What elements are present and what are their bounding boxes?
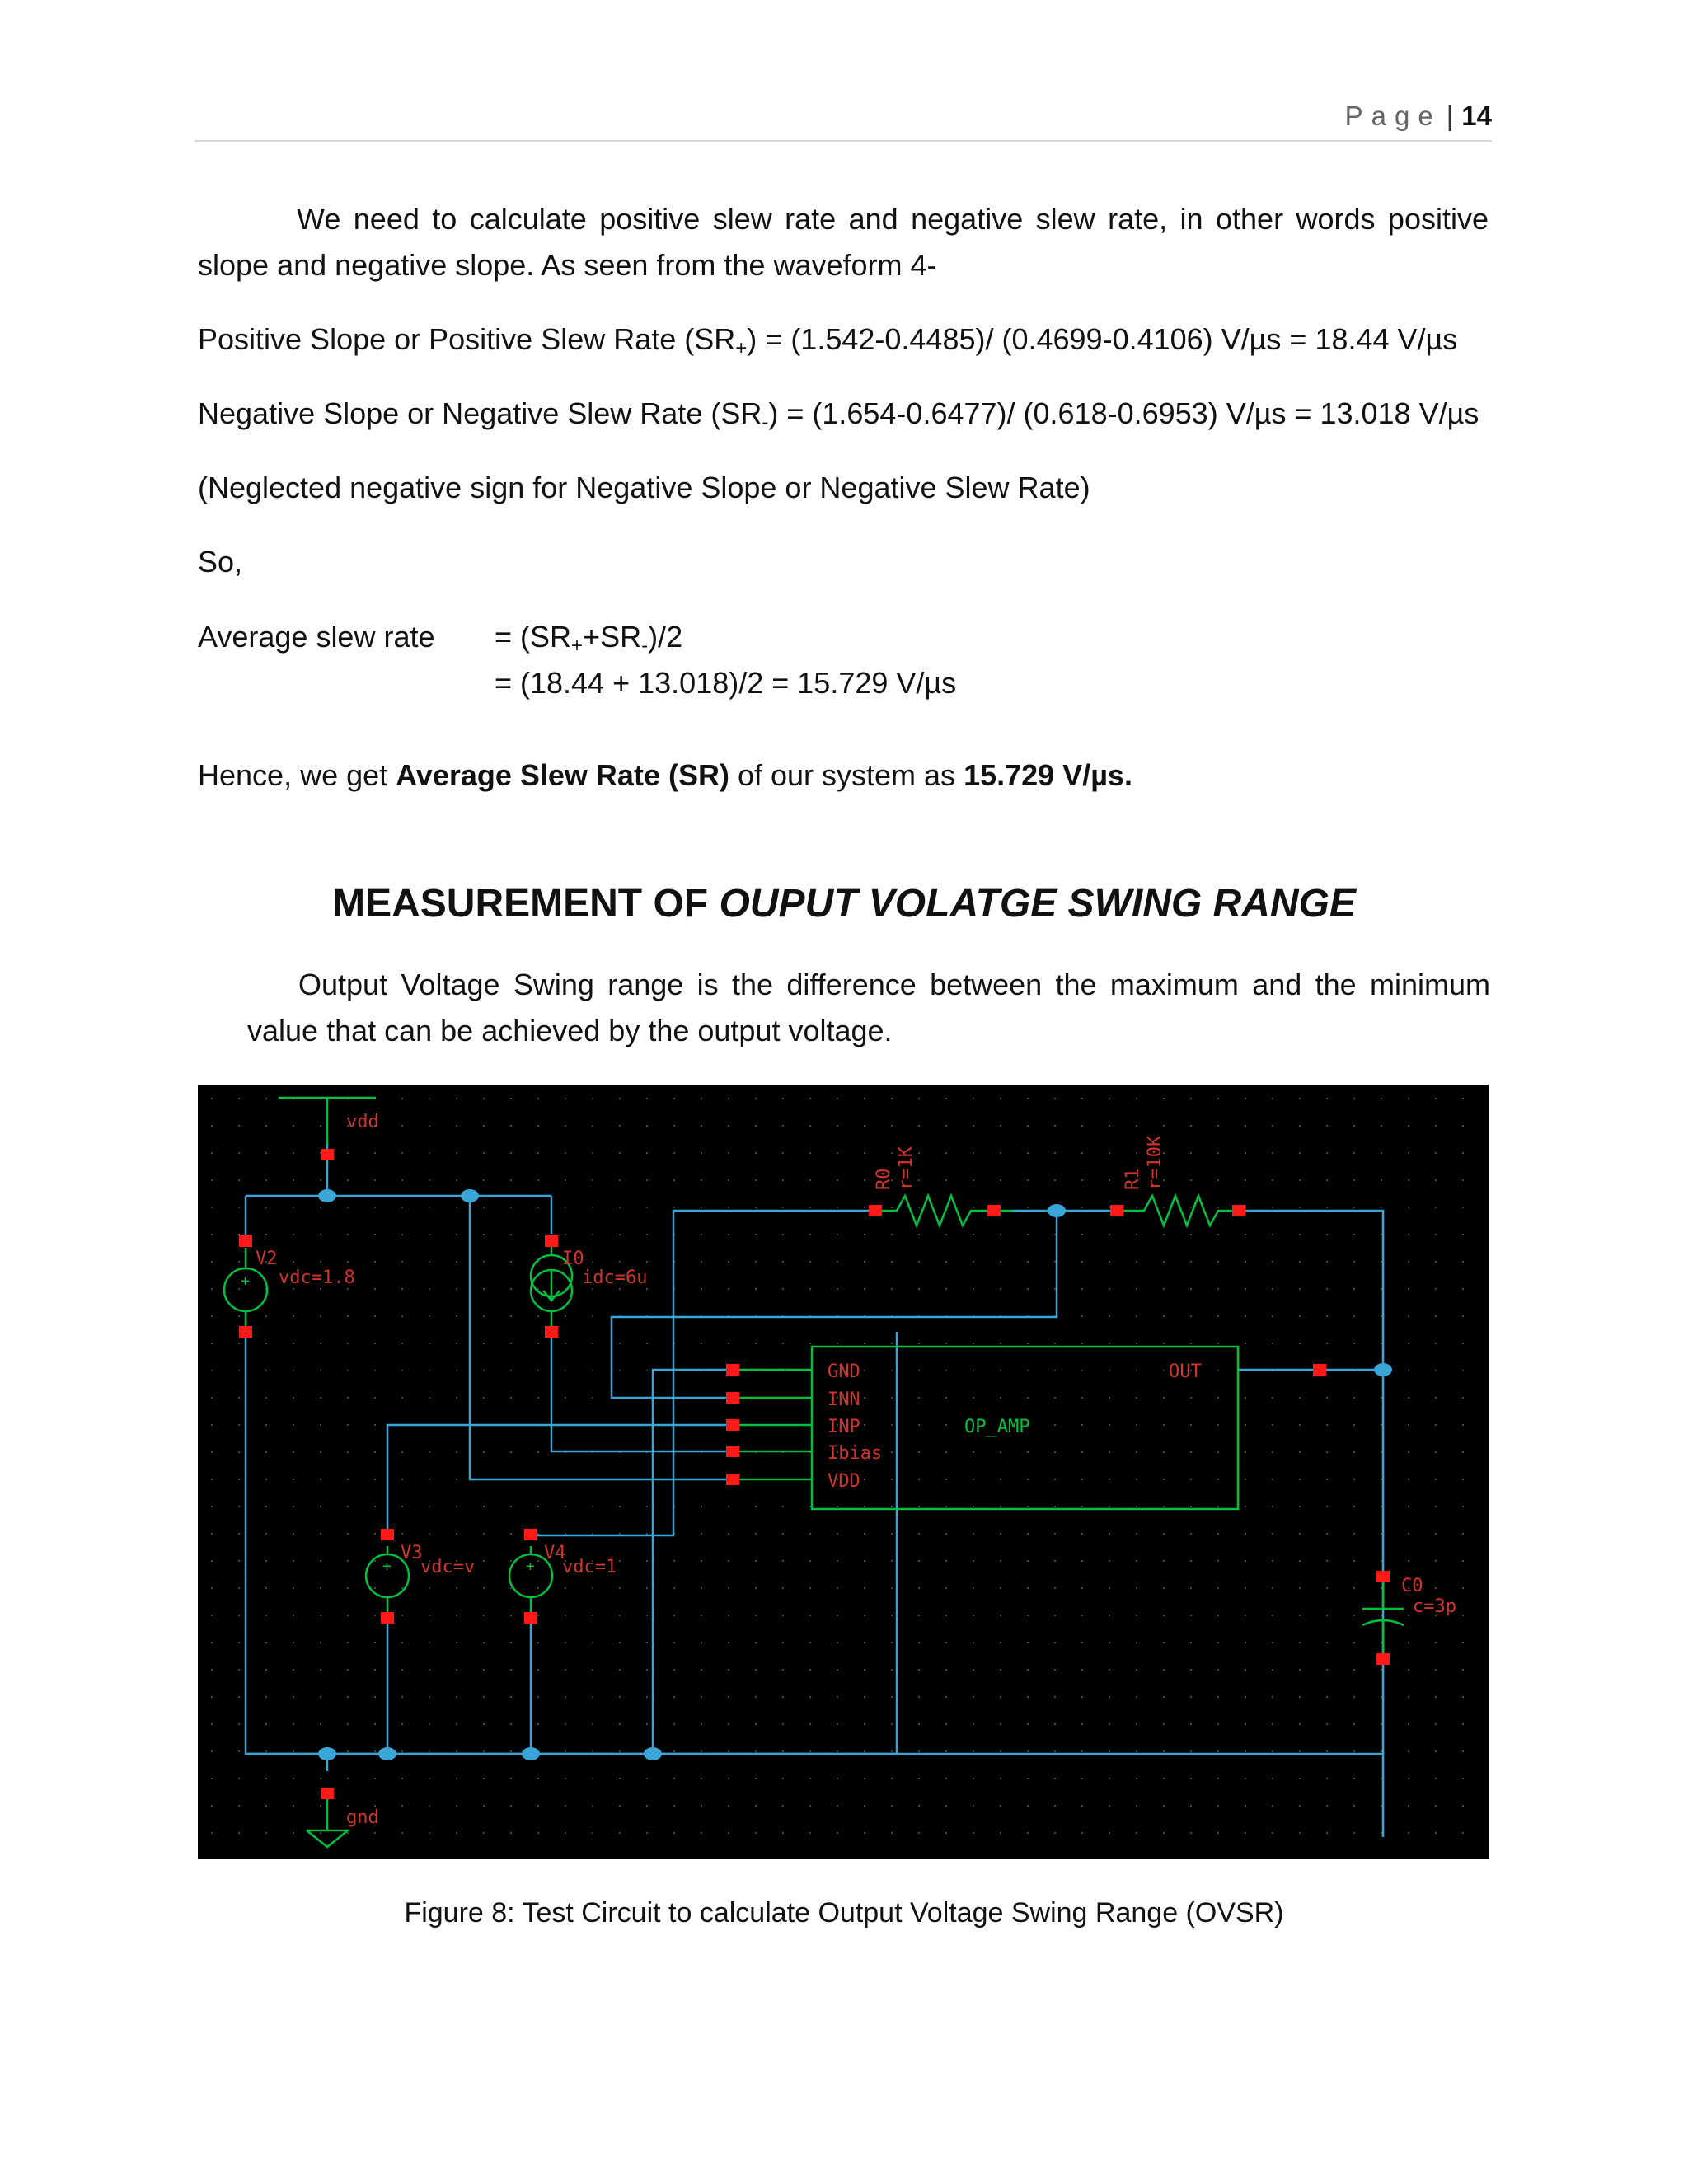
opamp-name: OP_AMP: [964, 1417, 1030, 1437]
junction: [378, 1747, 396, 1760]
pin: [1313, 1364, 1326, 1376]
pin: [869, 1205, 882, 1216]
pin: [239, 1326, 252, 1338]
page-number: 14: [1461, 101, 1492, 131]
pin: [381, 1612, 394, 1624]
junction: [1374, 1363, 1392, 1376]
pin: [381, 1529, 394, 1540]
schematic-figure: [198, 1085, 1489, 1859]
positive-subscript: +: [735, 337, 748, 359]
pin-ibias-label: Ibias: [828, 1443, 883, 1464]
pin-inp-label: INP: [828, 1417, 860, 1437]
average-result: = (18.44 + 13.018)/2 = 15.729 V/µs: [495, 666, 957, 700]
r0-name: R0: [874, 1168, 894, 1190]
pin: [545, 1326, 558, 1338]
formula-part: +SR: [583, 620, 642, 654]
heading-italic: OUPUT VOLATGE SWING RANGE: [719, 882, 1356, 926]
conclusion-value: 15.729 V/µs.: [964, 758, 1132, 792]
conclusion-text: Hence, we get: [198, 758, 396, 792]
pin: [524, 1529, 537, 1540]
positive-slew-rate-text: Positive Slope or Positive Slew Rate (SR: [198, 322, 736, 356]
formula-subscript-minus: -: [641, 635, 649, 657]
pin-inn-label: INN: [828, 1390, 860, 1410]
i0-name: I0: [562, 1249, 584, 1269]
conclusion-term: Average Slew Rate (SR): [396, 758, 729, 792]
formula-part: = (SR: [495, 620, 572, 654]
pin: [524, 1612, 537, 1624]
vdd-label: vdd: [346, 1112, 379, 1132]
junction: [318, 1189, 336, 1202]
header-separator: |: [1446, 101, 1454, 131]
c0-value: c=3p: [1413, 1596, 1456, 1617]
v3-value: vdc=v: [420, 1557, 476, 1577]
pin: [1110, 1205, 1123, 1216]
pin: [545, 1235, 558, 1247]
page-indicator: [1345, 101, 1492, 132]
v2-name: V2: [256, 1249, 278, 1269]
r0-value: r=1K: [896, 1146, 917, 1190]
r1-name: R1: [1123, 1168, 1143, 1190]
junction: [522, 1747, 540, 1760]
average-slew-rate-label: Average slew rate: [198, 620, 435, 654]
formula-part: )/2: [648, 620, 683, 654]
conclusion-text: of our system as: [729, 758, 964, 792]
pin: [1232, 1205, 1245, 1216]
junction: [461, 1189, 479, 1202]
v2-value: vdc=1.8: [279, 1268, 355, 1288]
negative-subscript: -: [762, 411, 769, 434]
i0-value: idc=6u: [582, 1268, 648, 1288]
page-header: [195, 97, 1492, 142]
junction: [1048, 1204, 1066, 1217]
pin: [1376, 1653, 1390, 1665]
pin: [726, 1419, 739, 1431]
v3-name: V3: [401, 1543, 423, 1563]
section-heading: [0, 875, 1688, 933]
conclusion-line: [198, 752, 1132, 799]
pin: [321, 1149, 334, 1160]
heading-plain: MEASUREMENT OF: [332, 882, 720, 926]
plus-mark: +: [241, 1272, 250, 1290]
negative-slew-rate-line: [198, 391, 1479, 446]
section-paragraph: Output Voltage Swing range is the difference between the maximum and the minimum value that can be achieved by the output voltage.: [247, 968, 1490, 1047]
so-text: So,: [198, 545, 243, 579]
pin-vdd-label: VDD: [828, 1471, 860, 1492]
intro-text: We need to calculate positive slew rate and negative slew rate, in other words positive slope and negative slope. As seen from the waveform 4-: [198, 202, 1489, 282]
pin: [726, 1392, 739, 1404]
figure-caption: Figure 8: Test Circuit to calculate Output Voltage Swing Range (OVSR): [404, 1897, 1284, 1929]
pin-gnd-label: GND: [828, 1361, 860, 1382]
gnd-label: gnd: [346, 1807, 379, 1828]
negative-slew-rate-value: ) = (1.654-0.6477)/ (0.618-0.6953) V/µs = 13.018 V/µs: [768, 396, 1479, 430]
positive-slew-rate-line: [198, 316, 1457, 372]
negative-sign-note: (Neglected negative sign for Negative Slope or Negative Slew Rate): [198, 471, 1090, 504]
pin: [726, 1474, 739, 1485]
junction: [318, 1747, 336, 1760]
positive-slew-rate-value: ) = (1.542-0.4485)/ (0.4699-0.4106) V/µs = 18.44 V/µs: [747, 322, 1458, 356]
negative-slew-rate-text: Negative Slope or Negative Slew Rate (SR: [198, 396, 762, 430]
pin: [726, 1446, 739, 1457]
junction: [644, 1747, 662, 1760]
pin-out-label: OUT: [1169, 1361, 1202, 1382]
plus-mark: +: [526, 1558, 535, 1575]
page-label: Page: [1344, 101, 1442, 131]
test-circuit-schematic: [198, 1085, 1489, 1859]
pin: [987, 1205, 1001, 1216]
r1-value: r=10K: [1145, 1135, 1165, 1190]
v4-name: V4: [544, 1543, 566, 1563]
intro-paragraph: [198, 196, 1489, 288]
plus-mark: +: [382, 1558, 392, 1575]
v4-value: vdc=1: [562, 1557, 617, 1577]
c0-name: C0: [1401, 1576, 1423, 1596]
pin: [1376, 1571, 1390, 1582]
pin: [726, 1364, 739, 1376]
formula-subscript-plus: +: [571, 635, 584, 657]
pin: [321, 1788, 334, 1799]
pin: [239, 1235, 252, 1247]
